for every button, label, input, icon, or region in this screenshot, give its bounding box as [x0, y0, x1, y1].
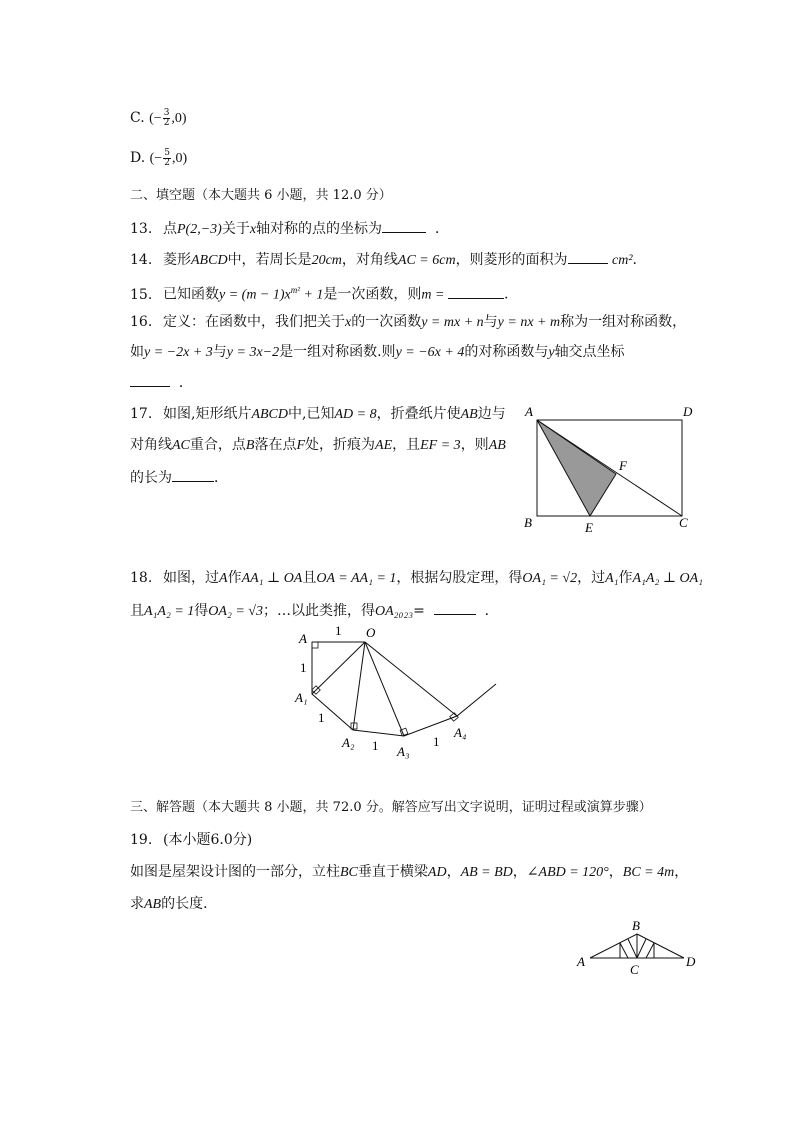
- label-a: A: [577, 954, 585, 969]
- question-16-line-2: 如y = −2x + 3与y = 3x−2是一组对称函数.则y = −6x + 4的对称函数与y轴交点坐标: [130, 344, 625, 360]
- answer-blank[interactable]: [172, 467, 214, 482]
- brace: [628, 939, 637, 958]
- question-18-line-2: 且A₁A₂ = 1得OA₂ = √3；…以此类推，得OA₂₀₂₃= ．: [130, 600, 499, 622]
- label-b: B: [524, 515, 532, 530]
- rectangle-fold-figure: [520, 402, 700, 537]
- brace: [620, 943, 628, 958]
- question-15: 15. 已知函数$y = (m - 1)x^{m^2} + 1$是一次函数，则m = .: [130, 285, 509, 303]
- outer-chain: [312, 642, 496, 736]
- right-angle-marker: [312, 642, 318, 648]
- label-a: A: [299, 631, 307, 646]
- ray-o-a2: [353, 642, 365, 730]
- length-label: 1: [318, 710, 325, 725]
- length-label: 1: [372, 738, 379, 753]
- length-label: 1: [300, 660, 307, 675]
- question-18-line-1: 18. 如图，过A作AA₁ ⊥ OA且OA = AA₁ = 1，根据勾股定理，得OA₁ = √2，过A₁作A₁A₂ ⊥ OA₁: [130, 570, 704, 586]
- question-17-line-2: 对角线AC重合，点B落在点F处，折痕为AE，且EF = 3，则AB: [130, 437, 506, 453]
- label-o: O: [366, 625, 376, 640]
- section-3-title: 三、解答题（本大题共 8 小题，共 72.0 分。解答应写出文字说明，证明过程或演算步骤）: [130, 800, 652, 815]
- label-a3: A₃: [397, 744, 410, 759]
- fraction: $\frac{5}{2}$: [164, 147, 170, 168]
- rafter-ab: [590, 934, 637, 958]
- label-b: B: [632, 918, 640, 933]
- label-f: F: [619, 458, 627, 473]
- section-2-title: 二、填空题（本大题共 6 小题，共 12.0 分）: [130, 188, 392, 203]
- ray-o-a1: [312, 642, 365, 694]
- label-c: C: [630, 962, 639, 977]
- question-13: 13. 点P(2,−3)关于x轴对称的点的坐标为 ．: [130, 218, 449, 240]
- option-d: D. (− $\frac{5}{2}$ ,0): [130, 147, 188, 168]
- question-16-line-1: 16. 定义：在函数中，我们把关于x的一次函数y = mx + n与y = nx + m称为一组对称函数，: [130, 314, 687, 330]
- diagonal-ac: [537, 420, 682, 516]
- question-17-line-3: 的长为 ．: [130, 467, 228, 488]
- answer-blank[interactable]: [448, 284, 504, 299]
- question-16-line-3: ．: [130, 372, 193, 393]
- rafter-bd: [637, 934, 684, 958]
- label-a2: A₂: [342, 735, 355, 750]
- brace: [646, 943, 654, 958]
- ray-o-a4: [365, 642, 457, 716]
- label-e: E: [585, 520, 593, 535]
- label-a1: A₁: [295, 690, 308, 705]
- answer-blank[interactable]: [434, 600, 476, 615]
- question-17-line-1: 17. 如图,矩形纸片ABCD中,已知AD = 8，折叠纸片使AB边与: [130, 406, 506, 422]
- ray-o-a3: [365, 642, 404, 736]
- fraction: $\frac{3}{2}$: [163, 107, 170, 128]
- folded-triangle-shaded: [537, 420, 616, 516]
- roof-truss-figure: [570, 918, 700, 980]
- label-d: D: [683, 404, 693, 419]
- question-14: 14. 菱形ABCD中，若周长是20cm，对角线AC = 6cm，则菱形的面积为 cm².: [130, 249, 637, 271]
- label-c: C: [679, 515, 688, 530]
- question-19-header: 19. (本小题6.0分): [130, 832, 253, 848]
- answer-blank[interactable]: [382, 218, 426, 233]
- question-19-line-1: 如图是屋架设计图的一部分，立柱BC垂直于横梁AD，AB = BD，∠ABD = 120°，BC = 4m，: [130, 864, 689, 880]
- label-a: A: [525, 404, 533, 419]
- option-c: C. (− $\frac{3}{2}$ ,0): [130, 107, 187, 128]
- brace: [637, 939, 646, 958]
- answer-blank[interactable]: [130, 372, 170, 387]
- label-a4: A₄: [454, 725, 467, 740]
- spiral-figure: [290, 620, 510, 765]
- label-d: D: [686, 954, 696, 969]
- length-label: 1: [335, 623, 342, 638]
- length-label: 1: [433, 734, 440, 749]
- question-19-line-2: 求AB的长度．: [130, 896, 218, 912]
- answer-blank[interactable]: [568, 249, 608, 264]
